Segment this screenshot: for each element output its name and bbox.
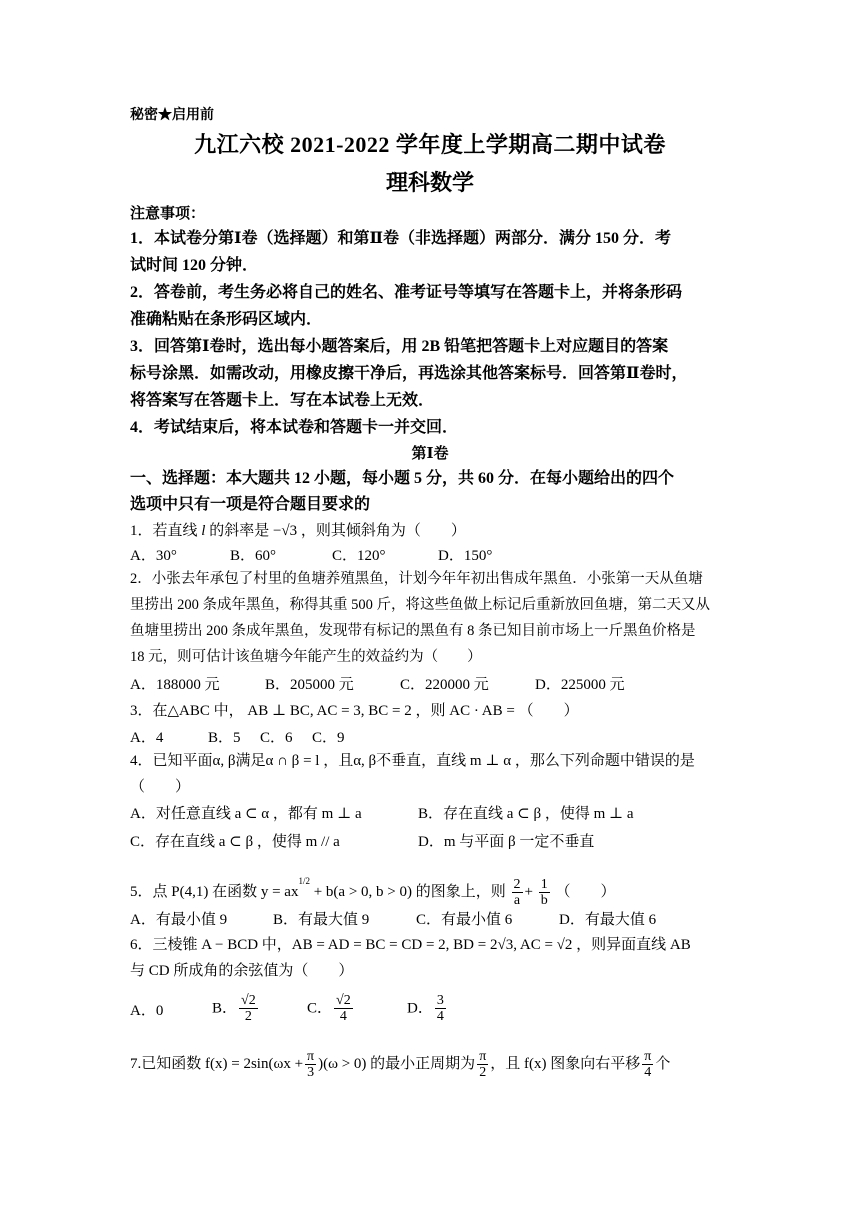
option-a: A．0 xyxy=(130,1002,164,1019)
option-d: D．有最大值 6 xyxy=(559,912,657,928)
option-c: C．220000 元 xyxy=(400,677,489,693)
exam-subtitle: 理科数学 xyxy=(385,170,474,195)
note-line: 4．考试结束后，将本试卷和答题卡一并交回． xyxy=(130,419,459,436)
option-b: B．60° xyxy=(230,548,277,564)
option-c: C．120° xyxy=(332,548,386,564)
option-b: B． $\frac{√2}{2}$ xyxy=(212,993,256,1024)
option-d: D．225000 元 xyxy=(535,677,625,693)
option-d: C．9 xyxy=(312,730,345,746)
section-intro: 一、选择题：本大题共 12 小题，每小题 5 分，共 60 分．在每小题给出的四个 xyxy=(130,470,675,487)
question-2-options xyxy=(130,673,730,694)
option-a: A．对任意直线 a ⊂ α ，都有 m ⊥ a xyxy=(130,806,362,822)
secret-label: 秘密★启用前 xyxy=(130,108,214,123)
option-d: D．m 与平面 β 一定不垂直 xyxy=(418,834,595,850)
option-b: B．有最大值 9 xyxy=(273,912,370,928)
question-4-stem: 4．已知平面α, β满足α ∩ β = l ，且α, β不垂直，直线 m ⊥ α ，那么下列命题中错误的是 xyxy=(130,753,695,769)
note-line: 1．本试卷分第Ⅰ卷（选择题）和第Ⅱ卷（非选择题）两部分．满分 150 分．考 xyxy=(130,230,671,247)
question-2-line: 18 元，则可估计该鱼塘今年能产生的效益约为（ ） xyxy=(130,649,482,665)
option-d: D． $\frac{3}{4}$ xyxy=(407,993,444,1024)
question-1-options xyxy=(130,544,730,565)
question-2-line: 里捞出 200 条成年黑鱼，称得其重 500 斤，将这些鱼做上标记后重新放回鱼塘，第二天又从 xyxy=(130,597,710,613)
question-1-stem: 1．若直线 l 的斜率是 −√3 ，则其倾斜角为（ ） xyxy=(130,523,466,539)
question-4-options xyxy=(130,830,730,851)
option-a: A．30° xyxy=(130,548,177,564)
question-5-options xyxy=(130,908,730,929)
exam-title: 九江六校 2021-2022 学年度上学期高二期中试卷 xyxy=(194,132,666,157)
note-line: 3．回答第Ⅰ卷时，选出每小题答案后，用 2B 铅笔把答题卡上对应题目的答案 xyxy=(130,338,669,355)
option-b: B．205000 元 xyxy=(265,677,354,693)
question-6-stem: 6．三棱锥 A − BCD 中，AB = AD = BC = CD = 2, BD = 2√3, AC = √2 ，则异面直线 AB xyxy=(130,937,691,953)
note-line: 将答案写在答题卡上．写在本试卷上无效． xyxy=(130,392,435,409)
note-line: 准确粘贴在条形码区域内． xyxy=(130,311,323,328)
section-title: 第Ⅰ卷 xyxy=(411,446,449,462)
note-line: 标号涂黑．如需改动，用橡皮擦干净后，再选涂其他答案标号．回答第Ⅱ卷时， xyxy=(130,365,688,382)
option-c: C．存在直线 a ⊂ β ，使得 m // a xyxy=(130,834,340,850)
question-5-stem: 5．点 P(4,1) 在函数 $y = ax^{1/2} + b(a > 0$, b > 0) 的图象上，则 $\frac{2}{a}$ + $\frac{1}{b}$ （ ） xyxy=(130,876,616,908)
option-a: A．188000 元 xyxy=(130,677,220,693)
option-c: C． $\frac{√2}{4}$ xyxy=(307,993,351,1024)
question-2-line: 鱼塘里捞出 200 条成年黑鱼，发现带有标记的黑鱼有 8 条已知目前市场上一斤黑鱼价格是 xyxy=(130,623,696,639)
option-b: B．存在直线 a ⊂ β ，使得 m ⊥ a xyxy=(418,806,634,822)
note-line: 试时间 120 分钟． xyxy=(130,257,259,274)
option-a: A．有最小值 9 xyxy=(130,912,228,928)
option-b: B．5 xyxy=(208,730,241,746)
question-4-stem: （ ） xyxy=(130,779,191,795)
option-a: A．4 xyxy=(130,730,164,746)
question-4-options xyxy=(130,802,730,823)
section-intro: 选项中只有一项是符合题目要求的 xyxy=(130,496,371,513)
question-6-options xyxy=(130,988,730,1030)
fraction: $\frac{2}{a}$ xyxy=(513,876,521,908)
question-6-stem: 与 CD 所成角的余弦值为（ ） xyxy=(130,963,354,979)
note-line: 2．答卷前，考生务必将自己的姓名、准考证号等填写在答题卡上，并将条形码 xyxy=(130,284,683,301)
question-2-line: 2．小张去年承包了村里的鱼塘养殖黑鱼，计划今年年初出售成年黑鱼．小张第一天从鱼塘 xyxy=(130,571,703,587)
option-c: C．6 xyxy=(260,730,293,746)
option-d: D．150° xyxy=(438,548,493,564)
option-c: C．有最小值 6 xyxy=(416,912,513,928)
question-7-stem: 7.已知函数 f(x) = 2sin(ωx + $\frac{\pi}{3}$ )(ω > 0) 的最小正周期为 $\frac{\pi}{2}$ ，且 f(x) 图象向右平移 $\frac{\pi}{4}$ 个 xyxy=(130,1048,671,1080)
question-3-options xyxy=(130,726,730,747)
notes-heading: 注意事项： xyxy=(130,206,206,222)
question-3-stem: 3．在△ABC 中， AB ⊥ BC, AC = 3, BC = 2 ，则 AC · AB = （ ） xyxy=(130,703,579,719)
fraction: $\frac{1}{b}$ xyxy=(540,876,548,908)
